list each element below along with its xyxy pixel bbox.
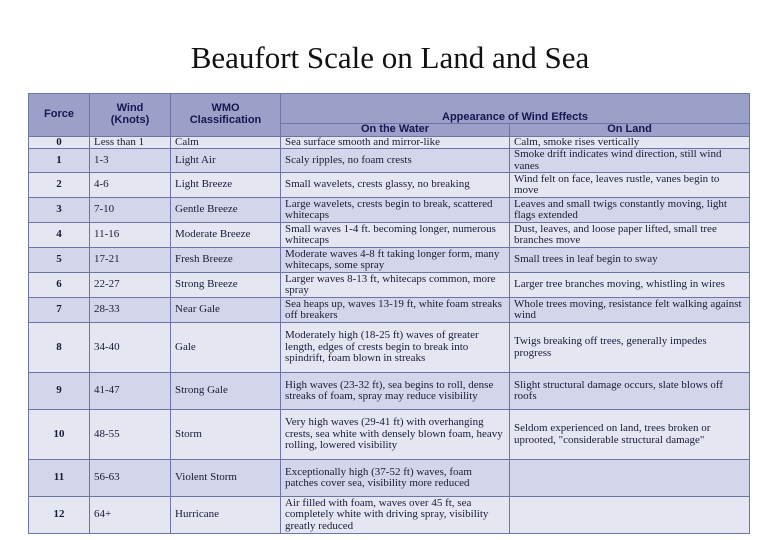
wmo-classification-cell: Gale — [171, 323, 281, 373]
table-row — [29, 410, 750, 460]
header-wmo-classification: WMO Classification — [171, 94, 281, 137]
on-land-cell: Seldom experienced on land, trees broken or uprooted, "considerable structural damage" — [510, 410, 750, 460]
on-water-cell: Small wavelets, crests glassy, no breaking — [281, 173, 510, 198]
force-cell: 11 — [29, 460, 90, 497]
table-row — [29, 149, 750, 173]
on-land-cell: Dust, leaves, and loose paper lifted, small tree branches move — [510, 223, 750, 248]
wmo-classification-cell: Hurricane — [171, 497, 281, 534]
table-row — [29, 497, 750, 534]
force-cell: 10 — [29, 410, 90, 460]
force-cell: 1 — [29, 149, 90, 173]
page-title: Beaufort Scale on Land and Sea — [190, 40, 590, 75]
on-water-cell: Large wavelets, crests begin to break, scattered whitecaps — [281, 198, 510, 223]
wmo-classification-cell: Strong Gale — [171, 373, 281, 410]
table-row — [29, 298, 750, 323]
on-land-cell: Smoke drift indicates wind direction, still wind vanes — [510, 149, 750, 173]
on-land-cell: Larger tree branches moving, whistling in wires — [510, 273, 750, 298]
wmo-classification-cell: Storm — [171, 410, 281, 460]
wmo-classification-cell: Light Air — [171, 149, 281, 173]
force-cell: 3 — [29, 198, 90, 223]
beaufort-table — [28, 93, 750, 534]
on-land-cell: Wind felt on face, leaves rustle, vanes begin to move — [510, 173, 750, 198]
on-water-cell: Exceptionally high (37-52 ft) waves, foam patches cover sea, visibility more reduced — [281, 460, 510, 497]
on-land-cell: Calm, smoke rises vertically — [510, 136, 750, 149]
wind-knots-cell: 7-10 — [90, 198, 171, 223]
wind-knots-cell: 56-63 — [90, 460, 171, 497]
wmo-classification-cell: Violent Storm — [171, 460, 281, 497]
force-cell: 6 — [29, 273, 90, 298]
wmo-classification-cell: Gentle Breeze — [171, 198, 281, 223]
wmo-classification-cell: Light Breeze — [171, 173, 281, 198]
wind-knots-cell: 1-3 — [90, 149, 171, 173]
on-water-cell: Larger waves 8-13 ft, whitecaps common, more spray — [281, 273, 510, 298]
on-water-cell: High waves (23-32 ft), sea begins to roll, dense streaks of foam, spray may reduce visibility — [281, 373, 510, 410]
header-on-the-water: On the Water — [281, 124, 510, 137]
table-body — [29, 136, 750, 534]
force-cell: 12 — [29, 497, 90, 534]
wind-knots-cell: 64+ — [90, 497, 171, 534]
wmo-classification-cell: Near Gale — [171, 298, 281, 323]
wind-knots-cell: 11-16 — [90, 223, 171, 248]
wmo-classification-cell: Fresh Breeze — [171, 248, 281, 273]
on-water-cell: Sea heaps up, waves 13-19 ft, white foam streaks off breakers — [281, 298, 510, 323]
on-land-cell: Twigs breaking off trees, generally impedes progress — [510, 323, 750, 373]
on-water-cell: Sea surface smooth and mirror-like — [281, 136, 510, 149]
wind-knots-cell: 34-40 — [90, 323, 171, 373]
table-row — [29, 460, 750, 497]
header-appearance: Appearance of Wind Effects — [281, 94, 750, 124]
wind-knots-cell: 4-6 — [90, 173, 171, 198]
table-row — [29, 248, 750, 273]
force-cell: 0 — [29, 136, 90, 149]
header-wind-knots: Wind (Knots) — [90, 94, 171, 137]
wind-knots-cell: 22-27 — [90, 273, 171, 298]
on-land-cell: Small trees in leaf begin to sway — [510, 248, 750, 273]
force-cell: 7 — [29, 298, 90, 323]
on-land-cell: Whole trees moving, resistance felt walking against wind — [510, 298, 750, 323]
table-row — [29, 223, 750, 248]
on-land-cell: Slight structural damage occurs, slate blows off roofs — [510, 373, 750, 410]
wind-knots-cell: 41-47 — [90, 373, 171, 410]
force-cell: 4 — [29, 223, 90, 248]
table-row — [29, 136, 750, 149]
table-row — [29, 198, 750, 223]
on-land-cell — [510, 460, 750, 497]
on-water-cell: Scaly ripples, no foam crests — [281, 149, 510, 173]
table-row — [29, 273, 750, 298]
wmo-classification-cell: Moderate Breeze — [171, 223, 281, 248]
wind-knots-cell: Less than 1 — [90, 136, 171, 149]
table-row — [29, 323, 750, 373]
wmo-classification-cell: Strong Breeze — [171, 273, 281, 298]
on-water-cell: Small waves 1-4 ft. becoming longer, numerous whitecaps — [281, 223, 510, 248]
force-cell: 2 — [29, 173, 90, 198]
table-row — [29, 173, 750, 198]
on-water-cell: Moderately high (18-25 ft) waves of greater length, edges of crests begin to break into spindrift, foam blown in streaks — [281, 323, 510, 373]
wind-knots-cell: 17-21 — [90, 248, 171, 273]
on-water-cell: Very high waves (29-41 ft) with overhanging crests, sea white with densely blown foam, heavy rolling, lowered visibility — [281, 410, 510, 460]
on-land-cell: Leaves and small twigs constantly moving, light flags extended — [510, 198, 750, 223]
on-water-cell: Moderate waves 4-8 ft taking longer form, many whitecaps, some spray — [281, 248, 510, 273]
wind-knots-cell: 28-33 — [90, 298, 171, 323]
wind-knots-cell: 48-55 — [90, 410, 171, 460]
force-cell: 8 — [29, 323, 90, 373]
header-on-land: On Land — [510, 124, 750, 137]
wmo-classification-cell: Calm — [171, 136, 281, 149]
beaufort-table-container — [28, 93, 749, 532]
force-cell: 5 — [29, 248, 90, 273]
table-row — [29, 373, 750, 410]
on-land-cell — [510, 497, 750, 534]
header-force: Force — [29, 94, 90, 137]
force-cell: 9 — [29, 373, 90, 410]
on-water-cell: Air filled with foam, waves over 45 ft, sea completely white with driving spray, visibility greatly reduced — [281, 497, 510, 534]
